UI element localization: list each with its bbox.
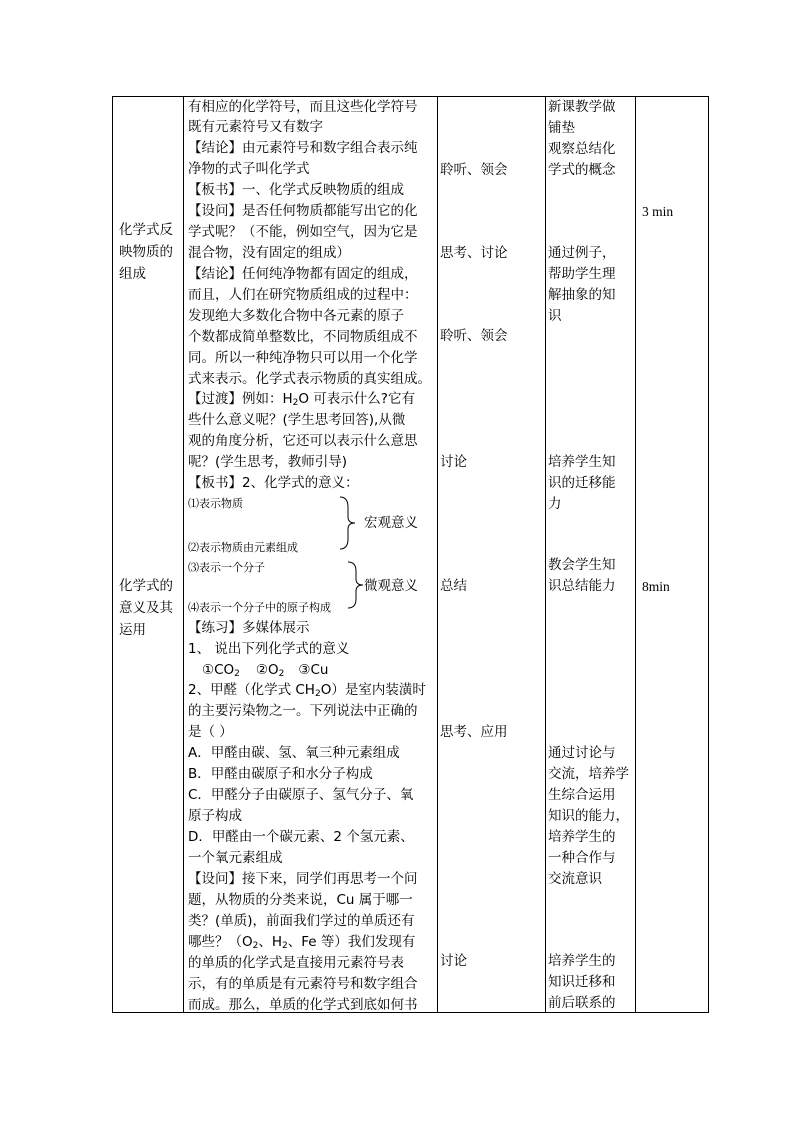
content-line: 【板书】2、化学式的意义： [188,475,359,491]
intent-line: 交流，培养学 [548,766,629,782]
content-line: B．甲醛由碳原子和水分子构成 [188,766,373,782]
column-divider [183,97,184,1012]
topic-line: 意义及其 [119,600,173,616]
content-line: 同。所以一种纯净物只可以用一个化学 [188,350,418,366]
intent-line: 通过讨论与 [548,745,616,761]
intent-line: 新课教学做 [548,99,616,115]
content-line [188,932,415,953]
intent-line: 知识迁移和 [548,974,616,990]
content-line: 是（ ） [188,724,233,740]
content-line: 【练习】多媒体展示 [188,620,310,636]
activity: 总结 [440,578,467,594]
column-divider [545,97,546,1012]
content-line: 一个氧元素组成 [188,850,283,866]
intent-line: 识 [548,308,562,324]
subscript: 2 [252,941,259,951]
content-line: 呢？(学生思考，教师引导) [188,454,348,470]
formula: ①CO [202,662,235,678]
subscript: 2 [282,941,288,951]
text-run: 、H [258,934,283,950]
content-line [188,680,426,701]
content-line: 题，从物质的分类来说，Cu 属于哪一 [188,892,413,908]
meaning-item: ⑷表示一个分子中的原子构成 [188,601,331,614]
content-line: 的单质的化学式是直接用元素符号表 [188,955,404,971]
content-line: 有相应的化学符号，而且这些化学符号 [188,99,418,115]
text-run: 2、甲醛（化学式 CH [188,682,315,698]
brace-icon [338,495,358,551]
content-line: 观的角度分析，它还可以表示什么意思 [188,433,418,449]
content-line: 类？(单质)，前面我们学过的单质还有 [188,913,415,929]
intent-line: 交流意识 [548,871,602,887]
intent-line: 铺垫 [548,120,575,136]
topic-line: 映物质的 [119,244,173,260]
text-run: O 可表示什么?它有 [298,391,415,407]
content-line: D．甲醛由一个碳元素、2 个氢元素、 [188,829,414,845]
content-line: 示，有的单质是有元素符号和数字组合 [188,976,418,992]
meaning-item: ⑴表示物质 [188,497,243,510]
intent-line: 观察总结化 [548,141,616,157]
column-divider [635,97,636,1012]
content-line: 的主要污染物之一。下列说法中正确的 [188,703,418,719]
content-line: 【设问】是否任何物质都能写出它的化 [188,203,418,219]
content-line: 而且，人们在研究物质组成的过程中： [188,287,418,303]
subscript: 2 [292,398,299,408]
topic-line: 化学式反 [119,222,173,238]
activity: 讨论 [440,953,467,969]
meaning-item: ⑵表示物质由元素组成 [188,541,298,554]
intent-line: 前后联系的 [548,995,616,1011]
formula: ②O [255,662,279,678]
activity: 思考、应用 [440,724,508,740]
content-line: A．甲醛由碳、氢、氧三种元素组成 [188,745,400,761]
topic-line: 组成 [119,266,146,282]
intent-line: 力 [548,496,562,512]
topic-line: 运用 [119,622,146,638]
micro-meaning-label: 微观意义 [364,578,418,594]
content-line: 学式呢？（不能，例如空气，因为它是 [188,224,418,240]
content-line: 【结论】由元素符号和数字组合表示纯 [188,140,418,156]
intent-line: 知识的能力， [548,808,629,824]
content-line: 些什么意义呢？(学生思考回答),从微 [188,412,406,428]
content-line: 式来表示。化学式表示物质的真实组成。 [188,371,431,387]
content-line: 【结论】任何纯净物都有固定的组成， [188,266,418,282]
activity: 思考、讨论 [440,245,508,261]
intent-line: 帮助学生理 [548,266,616,282]
intent-line: 生综合运用 [548,787,616,803]
intent-line: 解抽象的知 [548,287,616,303]
meaning-item: ⑶表示一个分子 [188,561,265,574]
intent-line: 培养学生的 [548,829,616,845]
activity: 聆听、领会 [440,328,508,344]
formula: ③Cu [298,662,329,678]
text-run: O）是室内装潢时 [320,682,426,698]
content-line: 原子构成 [188,808,242,824]
content-line: 净物的式子叫化学式 [188,161,310,177]
activity: 聆听、领会 [440,162,508,178]
subscript: 2 [278,669,285,679]
content-line: 而成。那么，单质的化学式到底如何书 [188,997,418,1013]
intent-line: 通过例子， [548,245,616,261]
macro-meaning-label: 宏观意义 [364,515,418,531]
intent-line: 培养学生的 [548,953,616,969]
intent-line: 学式的概念 [548,162,616,178]
content-line: 混合物，没有固定的组成） [188,245,350,261]
intent-line: 一种合作与 [548,850,616,866]
content-line: 【设问】接下来，同学们再思考一个问 [188,871,418,887]
time-value: 8min [642,579,670,594]
subscript: 2 [314,689,321,699]
content-line: 个数都成简单整数比，不同物质组成不 [188,329,418,345]
content-line: C．甲醛分子由碳原子、氢气分子、氧 [188,787,414,803]
text-run: 【过渡】例如：H [188,391,293,407]
intent-line: 培养学生知 [548,454,616,470]
subscript: 2 [234,669,240,679]
content-line: 1、 说出下列化学式的意义 [188,641,350,657]
intent-line: 识的迁移能 [548,475,616,491]
intent-line: 识总结能力 [548,578,616,594]
time-value: 3 min [642,204,674,219]
activity: 讨论 [440,454,467,470]
text-run: 哪些？（O [188,934,253,950]
content-line [188,389,415,410]
content-line: 既有元素符号又有数字 [188,119,323,135]
formula-list [202,660,328,681]
topic-line: 化学式的 [119,578,173,594]
content-line: 发现绝大多数化合物中各元素的原子 [188,308,404,324]
intent-line: 教会学生知 [548,557,616,573]
content-line: 【板书】一、化学式反映物质的组成 [188,182,404,198]
brace-icon [346,560,366,610]
column-divider [437,97,438,1012]
text-run: 、Fe 等）我们发现有 [287,934,416,950]
